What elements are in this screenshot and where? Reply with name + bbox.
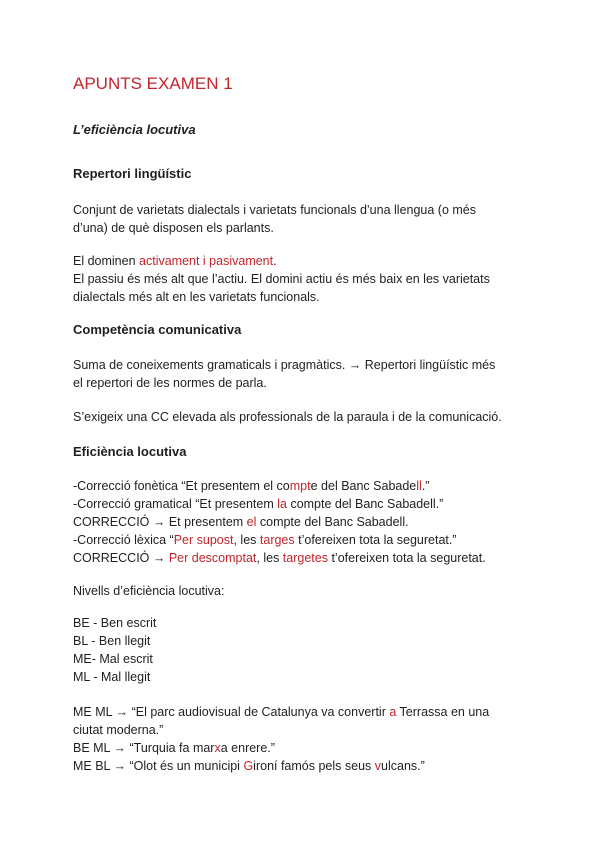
highlight-segment: G	[243, 759, 254, 773]
paragraph-correccions	[73, 477, 543, 567]
list-item: BL - Ben llegit	[73, 634, 151, 648]
highlight-segment: Per descomptat	[168, 551, 257, 565]
text-line: El passiu és més alt que l’actiu. El domini actiu és més baix en les varietats	[73, 272, 490, 286]
highlight-segment: targes	[259, 533, 295, 547]
highlight-segment: a	[389, 705, 397, 719]
text-segment: compte del Banc Sabadell.	[256, 515, 409, 529]
text-line	[73, 477, 543, 495]
heading-repertori: Repertori lingüístic	[73, 166, 192, 181]
text-segment: CORRECCIÓ → Et presentem	[73, 515, 247, 529]
paragraph-competencia-cc	[73, 408, 543, 426]
text-segment: .”	[421, 479, 430, 493]
highlight-segment: mpt	[289, 479, 311, 493]
text-line	[73, 739, 543, 757]
text-segment: CORRECCIÓ →	[73, 551, 169, 565]
highlight-segment: ll	[416, 479, 422, 493]
heading-competencia: Competència comunicativa	[73, 322, 242, 337]
text-segment: -Correcció lèxica “	[73, 533, 174, 547]
text-line: el repertori de les normes de parla.	[73, 376, 267, 390]
highlight-segment: el	[246, 515, 257, 529]
list-item: ML - Mal llegit	[73, 670, 151, 684]
text-segment: El dominen	[73, 254, 140, 268]
paragraph-competencia-definition	[73, 356, 543, 392]
text-segment: t’ofereixen tota la seguretat.”	[294, 533, 457, 547]
text-line: Conjunt de varietats dialectals i varietats funcionals d’una llengua (o més	[73, 203, 477, 217]
text-segment: t’ofereixen tota la seguretat.	[327, 551, 486, 565]
highlight-segment: x	[214, 741, 221, 755]
text-segment: compte del Banc Sabadell.”	[286, 497, 444, 511]
text-line	[73, 531, 543, 549]
highlight-segment: targetes	[282, 551, 328, 565]
text-line: d’una) de què disposen els parlants.	[73, 221, 274, 235]
text-line	[73, 757, 543, 775]
paragraph-nivells-intro	[73, 582, 543, 600]
highlight-segment: v	[374, 759, 382, 773]
text-segment: ulcans.”	[381, 759, 425, 773]
list-item: BE - Ben escrit	[73, 616, 157, 630]
list-nivells	[73, 614, 543, 686]
paragraph-repertori-domini	[73, 252, 543, 306]
text-line	[73, 549, 543, 567]
text-segment: -Correcció gramatical “Et presentem	[73, 497, 278, 511]
text-line	[73, 252, 543, 270]
list-item: ME- Mal escrit	[73, 652, 153, 666]
highlight-segment: la	[277, 497, 287, 511]
document-subtitle: L’eficiència locutiva	[73, 122, 196, 137]
paragraph-repertori-definition	[73, 201, 543, 237]
text-line: S’exigeix una CC elevada als professionals de la paraula i de la comunicació.	[73, 410, 502, 424]
text-segment: , les	[233, 533, 260, 547]
paragraph-exemples	[73, 703, 543, 775]
text-segment: a enrere.”	[220, 741, 275, 755]
text-line: dialectals més alt en les varietats funcionals.	[73, 290, 320, 304]
highlight-segment: activament i pasivament	[139, 254, 274, 268]
highlight-segment: Per supost	[173, 533, 234, 547]
text-segment: ME BL → “Olot és un municipi	[73, 759, 244, 773]
text-line: ciutat moderna.”	[73, 723, 164, 737]
heading-eficiencia: Eficiència locutiva	[73, 444, 187, 459]
text-line	[73, 495, 543, 513]
text-segment: e del Banc Sabade	[310, 479, 417, 493]
text-segment: -Correcció fonètica “Et presentem el co	[73, 479, 290, 493]
document-title: APUNTS EXAMEN 1	[73, 74, 233, 93]
text-segment: , les	[256, 551, 283, 565]
text-line	[73, 703, 543, 721]
text-line	[73, 513, 543, 531]
text-segment: .	[273, 254, 277, 268]
text-segment: BE ML → “Turquia fa mar	[73, 741, 215, 755]
text-segment: Terrassa en una	[396, 705, 490, 719]
text-segment: ME ML → “El parc audiovisual de Catalunya va convertir	[73, 705, 390, 719]
text-line: Suma de coneixements gramaticals i pragmàtics. → Repertori lingüístic més	[73, 358, 496, 372]
text-segment: ironí famós pels seus	[253, 759, 375, 773]
text-line: Nivells d’eficiència locutiva:	[73, 584, 225, 598]
